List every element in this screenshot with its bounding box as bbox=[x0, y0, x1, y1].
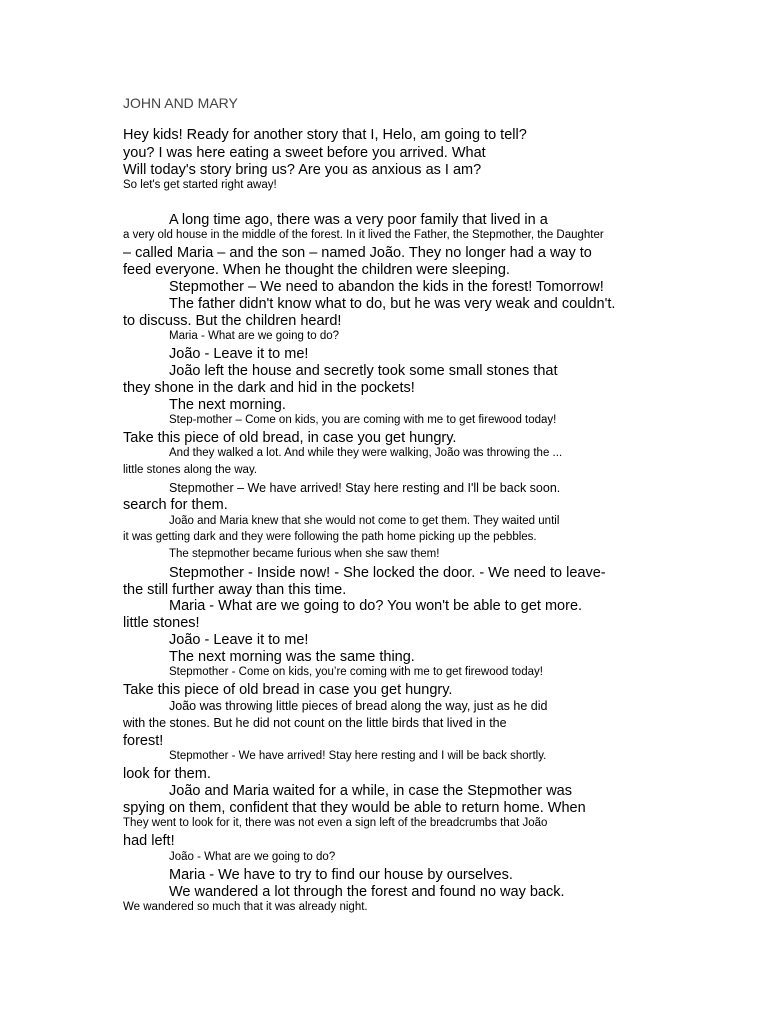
body-line: The next morning. bbox=[169, 397, 286, 413]
body-line: little stones along the way. bbox=[123, 464, 258, 476]
body-line: João was throwing little pieces of bread along the way, just as he did bbox=[169, 699, 548, 713]
body-line: They went to look for it, there was not even a sign left of the breadcrumbs that João bbox=[123, 817, 548, 829]
intro-line: Hey kids! Ready for another story that I, Helo, am going to tell? bbox=[123, 127, 527, 143]
body-line: spying on them, confident that they would be able to return home. When bbox=[123, 800, 586, 816]
body-line: the still further away than this time. bbox=[123, 582, 347, 598]
body-line: The father didn't know what to do, but he was very weak and couldn't. bbox=[169, 296, 616, 312]
document-title: JOHN AND MARY bbox=[123, 95, 238, 111]
body-line: Maria - What are we going to do? bbox=[169, 330, 340, 342]
body-line: We wandered so much that it was already night. bbox=[123, 901, 368, 913]
body-line: look for them. bbox=[123, 766, 211, 782]
body-line: with the stones. But he did not count on the little birds that lived in the bbox=[123, 716, 507, 730]
body-line: Stepmother – We have arrived! Stay here resting and I'll be back soon. bbox=[169, 481, 561, 495]
body-line: forest! bbox=[123, 733, 164, 749]
body-line: João - Leave it to me! bbox=[169, 346, 309, 362]
body-line: Maria - We have to try to find our house by ourselves. bbox=[169, 867, 513, 883]
body-line: Step-mother – Come on kids, you are coming with me to get firewood today! bbox=[169, 414, 557, 426]
body-line: João - What are we going to do? bbox=[169, 851, 336, 863]
body-line: Stepmother - Come on kids, you’re coming with me to get firewood today! bbox=[169, 666, 543, 678]
body-line: A long time ago, there was a very poor family that lived in a bbox=[169, 212, 548, 228]
body-line: – called Maria – and the son – named João. They no longer had a way to bbox=[123, 245, 592, 261]
body-line: Stepmother – We need to abandon the kids in the forest! Tomorrow! bbox=[169, 279, 604, 295]
body-line: We wandered a lot through the forest and found no way back. bbox=[169, 884, 565, 900]
body-line: it was getting dark and they were following the path home picking up the pebbles. bbox=[123, 531, 537, 543]
body-line: The next morning was the same thing. bbox=[169, 649, 415, 665]
body-line: And they walked a lot. And while they were walking, João was throwing the ... bbox=[169, 447, 563, 459]
body-line: João and Maria waited for a while, in case the Stepmother was bbox=[169, 783, 572, 799]
body-line: feed everyone. When he thought the children were sleeping. bbox=[123, 262, 510, 278]
body-line: little stones! bbox=[123, 615, 200, 631]
body-line: to discuss. But the children heard! bbox=[123, 313, 342, 329]
body-line: Maria - What are we going to do? You won't be able to get more. bbox=[169, 598, 583, 614]
intro-line: you? I was here eating a sweet before you arrived. What bbox=[123, 145, 486, 161]
body-line: a very old house in the middle of the forest. In it lived the Father, the Stepmother, the Daughter bbox=[123, 229, 604, 241]
body-line: João and Maria knew that she would not come to get them. They waited until bbox=[169, 515, 560, 527]
intro-line: Will today's story bring us? Are you as anxious as I am? bbox=[123, 162, 482, 178]
body-line: Stepmother - We have arrived! Stay here resting and I will be back shortly. bbox=[169, 750, 547, 762]
body-line: Take this piece of old bread in case you get hungry. bbox=[123, 682, 453, 698]
intro-line: So let's get started right away! bbox=[123, 179, 277, 191]
body-line: search for them. bbox=[123, 497, 228, 513]
body-line: João - Leave it to me! bbox=[169, 632, 309, 648]
body-line: Stepmother - Inside now! - She locked the door. - We need to leave- bbox=[169, 565, 606, 581]
body-line: The stepmother became furious when she saw them! bbox=[169, 548, 440, 560]
body-line: Take this piece of old bread, in case you get hungry. bbox=[123, 430, 457, 446]
body-line: had left! bbox=[123, 833, 175, 849]
body-line: they shone in the dark and hid in the pockets! bbox=[123, 380, 415, 396]
body-line: João left the house and secretly took some small stones that bbox=[169, 363, 558, 379]
